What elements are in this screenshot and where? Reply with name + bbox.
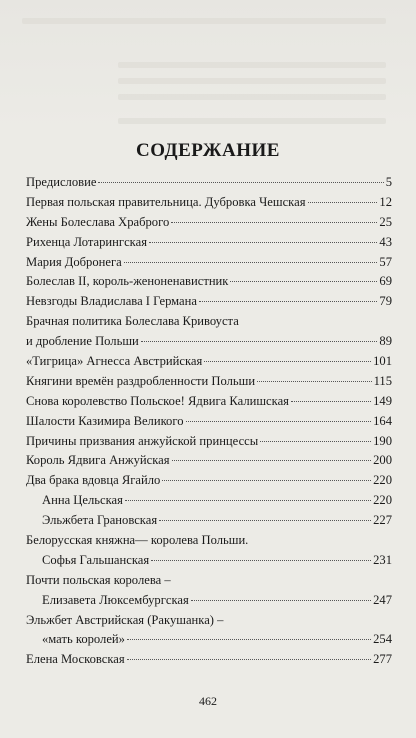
toc-entry-title: Елена Московская xyxy=(26,652,125,667)
toc-entry-title: Мария Добронега xyxy=(26,254,122,269)
toc-dot-leader xyxy=(141,341,378,342)
toc-dot-leader xyxy=(98,182,383,183)
toc-entry xyxy=(26,611,392,631)
toc-dot-leader xyxy=(204,361,371,362)
toc-dot-leader xyxy=(124,262,378,263)
toc-entry-title: Два брака вдовца Ягайло xyxy=(26,473,161,488)
toc-dot-leader xyxy=(172,460,372,461)
toc-entry xyxy=(26,650,392,670)
toc-entry-title: «мать королей» xyxy=(42,632,125,647)
toc-entry-title: Болеслав II, король-женоненавистник xyxy=(26,274,229,289)
toc-entry-page: 5 xyxy=(385,175,392,189)
toc-dot-leader xyxy=(308,202,378,203)
toc-entry-title: Причины призвания анжуйской принцессы xyxy=(26,433,259,448)
toc-entry-page: 220 xyxy=(373,493,392,508)
toc-entry-page: 43 xyxy=(379,234,392,249)
toc-entry xyxy=(26,571,392,591)
toc-entry xyxy=(26,332,392,352)
toc-entry xyxy=(26,233,392,253)
toc-entry-title: Предисловие xyxy=(26,175,97,189)
toc-entry xyxy=(26,432,392,452)
page-title: СОДЕРЖАНИЕ xyxy=(136,140,280,161)
toc-entry-title: «Тигрица» Агнесса Австрийская xyxy=(26,354,203,369)
toc-dot-leader xyxy=(291,401,371,402)
toc-dot-leader xyxy=(151,560,371,561)
toc-entry-page: 115 xyxy=(373,373,392,388)
toc-entry-page: 25 xyxy=(379,214,392,229)
toc-entry xyxy=(26,392,392,412)
bleed-line xyxy=(118,78,386,84)
toc-dot-leader xyxy=(191,600,371,601)
toc-entry-title: Рихенца Лотарингская xyxy=(26,234,147,249)
toc-entry-page: 254 xyxy=(373,632,392,647)
toc-entry-title: Невзгоды Владислава I Германа xyxy=(26,294,197,309)
toc-entry-title: Почти польская королева – xyxy=(26,572,171,587)
toc-entry xyxy=(26,173,392,193)
toc-entry-page: 200 xyxy=(373,453,392,468)
toc-entry-page: 277 xyxy=(373,652,392,667)
toc-entry-page: 220 xyxy=(373,473,392,488)
toc-entry-title: Софья Гальшанская xyxy=(42,552,150,567)
toc-entry-title: Эльжбет Австрийская (Ракушанка) – xyxy=(26,612,224,627)
toc-entry xyxy=(26,292,392,312)
toc-entry-page: 79 xyxy=(379,294,392,309)
toc-entry-title: Анна Цельская xyxy=(42,493,123,508)
toc-entry xyxy=(26,372,392,392)
toc-dot-leader xyxy=(125,500,371,501)
bleed-line xyxy=(118,94,386,100)
toc-dot-leader xyxy=(159,520,371,521)
toc-dot-leader xyxy=(127,639,371,640)
toc-entry-title: Белорусская княжна— королева Польши. xyxy=(26,533,249,548)
toc-entry-page: 57 xyxy=(379,254,392,269)
toc-entry xyxy=(26,551,392,571)
toc-entry xyxy=(26,213,392,233)
toc-entry xyxy=(26,193,392,213)
toc-entry xyxy=(26,471,392,491)
toc-entry-page: 227 xyxy=(373,513,392,528)
toc-dot-leader xyxy=(199,301,377,302)
previous-page-bleed-through xyxy=(0,0,416,130)
toc-dot-leader xyxy=(171,222,377,223)
toc-entry-page: 190 xyxy=(373,433,392,448)
toc-entry-page: 149 xyxy=(373,393,392,408)
toc-entry-page: 231 xyxy=(373,552,392,567)
toc-entry-title: Жены Болеслава Храброго xyxy=(26,214,170,229)
toc-entry xyxy=(26,491,392,511)
page-number: 462 xyxy=(199,694,217,708)
toc-entry-title: Шалости Казимира Великого xyxy=(26,413,184,428)
toc-entry-page: 89 xyxy=(379,334,392,349)
toc-entry xyxy=(26,591,392,611)
bleed-line xyxy=(118,118,386,124)
toc-entry xyxy=(26,312,392,332)
toc-entry-title: Первая польская правительница. Дубровка Чешская xyxy=(26,194,306,209)
toc-entry-page: 247 xyxy=(373,592,392,607)
bleed-line xyxy=(118,62,386,68)
toc-entry xyxy=(26,451,392,471)
toc-dot-leader xyxy=(186,421,372,422)
toc-entry-title: Король Ядвига Анжуйская xyxy=(26,453,170,468)
toc-entry-title: Елизавета Люксембургская xyxy=(42,592,189,607)
toc-entry-page: 164 xyxy=(373,413,392,428)
toc-entry xyxy=(26,272,392,292)
toc-entry-title: Снова королевство Польское! Ядвига Калишская xyxy=(26,393,289,408)
toc-entry xyxy=(26,412,392,432)
toc-entry-title: Брачная политика Болеслава Кривоуста xyxy=(26,314,239,329)
toc-dot-leader xyxy=(230,281,377,282)
toc-dot-leader xyxy=(260,441,371,442)
toc-entry xyxy=(26,630,392,650)
toc-entry-title: Княгини времён раздробленности Польши xyxy=(26,373,256,388)
toc-entry-page: 69 xyxy=(379,274,392,289)
bleed-line xyxy=(22,18,386,24)
toc-dot-leader xyxy=(162,480,371,481)
toc-entry-page: 101 xyxy=(373,354,392,369)
toc-entry xyxy=(26,531,392,551)
toc-entry xyxy=(26,253,392,273)
toc-entry-title: Эльжбета Грановская xyxy=(42,513,158,528)
toc-entry-page: 12 xyxy=(379,194,392,209)
toc-dot-leader xyxy=(257,381,371,382)
toc-entry xyxy=(26,511,392,531)
toc-entry-title: и дробление Польши xyxy=(26,334,139,349)
toc-entry xyxy=(26,352,392,372)
toc-dot-leader xyxy=(149,242,377,243)
table-of-contents xyxy=(26,173,392,670)
toc-dot-leader xyxy=(127,659,371,660)
